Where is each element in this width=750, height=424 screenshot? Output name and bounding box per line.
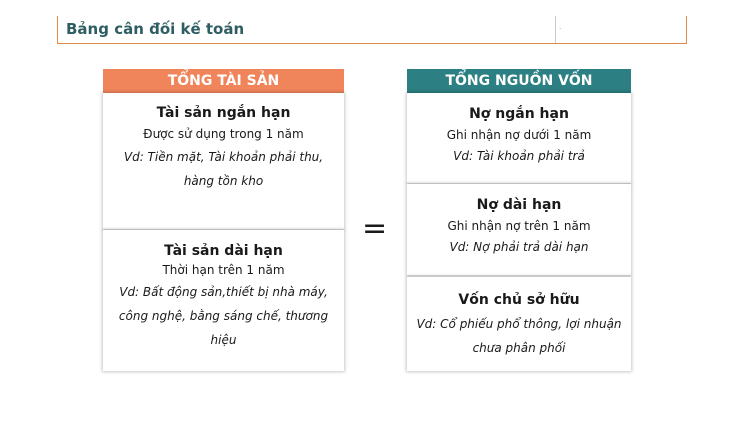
- total-sources-header: TỔNG NGUỒN VỐN: [407, 69, 631, 93]
- long-term-assets-title: Tài sản dài hạn: [164, 243, 283, 259]
- long-term-assets-example-1: Vd: Bất động sản,thiết bị nhà máy,: [119, 285, 328, 299]
- long-term-liabilities-example: Vd: Nợ phải trả dài hạn: [449, 240, 589, 254]
- short-term-liabilities-box: [407, 93, 631, 183]
- short-term-assets-example-1: Vd: Tiền mặt, Tài khoản phải thu,: [123, 150, 324, 164]
- long-term-assets-example-3: hiệu: [210, 333, 237, 347]
- long-term-liabilities-description: Ghi nhận nợ trên 1 năm: [447, 219, 591, 233]
- equity-example-1: Vd: Cổ phiếu phổ thông, lợi nhuận: [416, 317, 622, 331]
- equals-sign: =: [362, 211, 388, 246]
- long-term-liabilities-box: [407, 184, 631, 275]
- short-term-assets-box: [103, 93, 344, 229]
- equity-title: Vốn chủ sở hữu: [458, 292, 580, 308]
- long-term-assets-box: [103, 230, 344, 371]
- title-divider: [555, 16, 556, 43]
- short-term-assets-title: Tài sản ngắn hạn: [156, 105, 291, 121]
- equity-box: [407, 277, 631, 371]
- title-marker: .: [559, 23, 562, 31]
- short-term-liabilities-description: Ghi nhận nợ dưới 1 năm: [446, 128, 592, 142]
- long-term-liabilities-title: Nợ dài hạn: [476, 197, 562, 213]
- long-term-assets-example-2: công nghệ, bằng sáng chế, thương: [118, 309, 329, 323]
- short-term-liabilities-title: Nợ ngắn hạn: [469, 106, 569, 122]
- title-bar: [57, 16, 687, 44]
- short-term-liabilities-example: Vd: Tài khoản phải trả: [453, 149, 585, 163]
- total-assets-header: TỔNG TÀI SẢN: [103, 69, 344, 93]
- equity-example-2: chưa phân phối: [472, 341, 566, 355]
- short-term-assets-description: Được sử dụng trong 1 năm: [143, 127, 304, 141]
- page-title: Bảng cân đối kế toán: [66, 20, 245, 38]
- long-term-assets-description: Thời hạn trên 1 năm: [162, 263, 285, 277]
- short-term-assets-example-2: hàng tồn kho: [183, 174, 264, 188]
